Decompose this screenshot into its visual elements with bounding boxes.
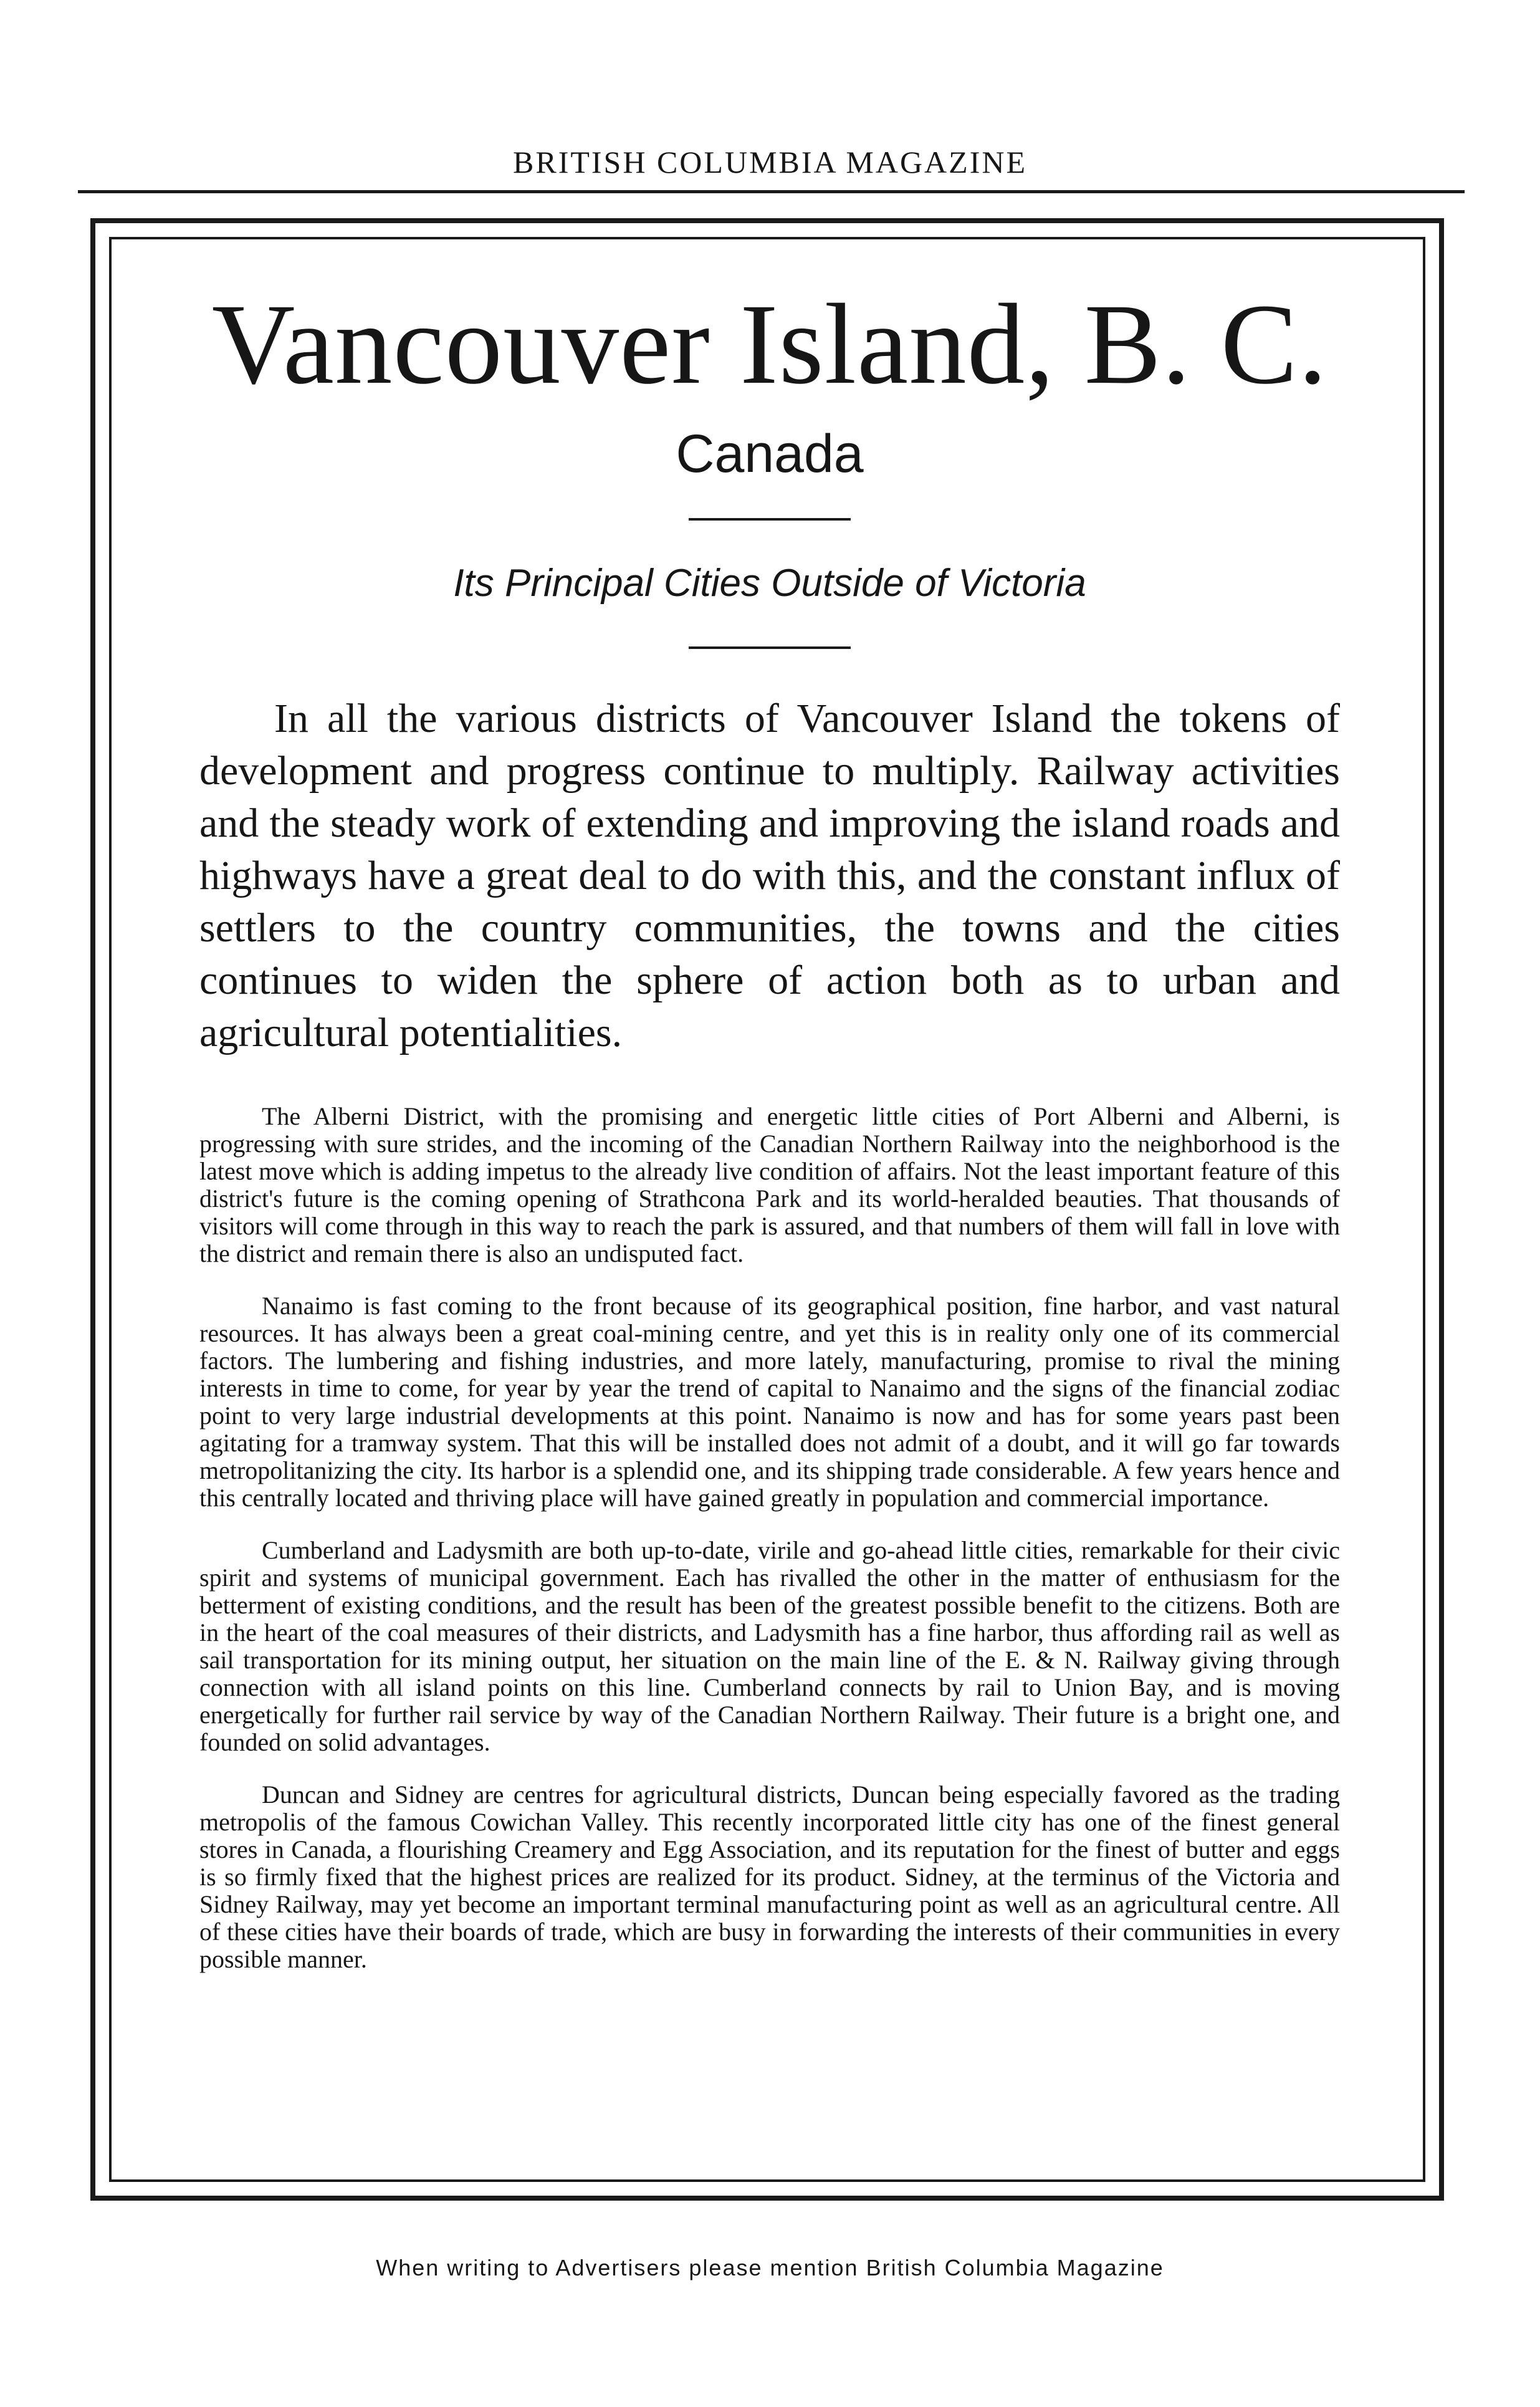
paragraph-duncan-sidney: Duncan and Sidney are centres for agricultural districts, Duncan being especially favored as the trading metropolis of the famous Cowichan Valley. This recently incorporated little city has one of the finest general stores in Canada, a flourishing Creamery and Egg Association, and its reputation for the finest of butter and eggs is so firmly fixed that the highest prices are realized for its product. Sidney, at the terminus of the Victoria and Sidney Railway, may yet become an important terminal manufacturing point as well as an agricultural centre. All of these cities have their boards of trade, which are busy in forwarding the interests of their communities in every possible manner.	[199, 1780, 1340, 1973]
paragraph-alberni: The Alberni District, with the promising and energetic little cities of Port Alberni and Alberni, is progressing with sure strides, and the incoming of the Canadian Northern Railway into the neighborhood is the latest move which is adding impetus to the already live condition of affairs. Not the least important feature of this district's future is the coming opening of Strathcona Park and its world-heralded beauties. That thousands of visitors will come through in this way to reach the park is assured, and that numbers of them will fall in love with the district and remain there is also an undisputed fact.	[199, 1102, 1340, 1267]
footer-note: When writing to Advertisers please mention British Columbia Magazine	[376, 2255, 1164, 2280]
running-head: BRITISH COLUMBIA MAGAZINE	[513, 145, 1027, 180]
header-rule	[78, 190, 1465, 193]
lead-paragraph: In all the various districts of Vancouver Island the tokens of development and progress continue to multiply. Railway activities and the steady work of extending and improving the island roads and highways have a great deal to do with this, and the constant influx of settlers to the country communities, the towns and the cities continues to widen the sphere of action both as to urban and agricultural potentialities.	[199, 696, 1340, 1055]
paragraph-cumberland-ladysmith: Cumberland and Ladysmith are both up-to-date, virile and go-ahead little cities, remarkable for their civic spirit and systems of municipal government. Each has rivalled the other in the matter of enthusiasm for the betterment of existing conditions, and the result has been of the greatest possible benefit to the citizens. Both are in the heart of the coal measures of their districts, and Ladysmith has a fine harbor, thus affording rail as well as sail transportation for its mining output, her situation on the main line of the E. & N. Railway giving through connection with all island points on this line. Cumberland connects by rail to Union Bay, and is moving energetically for further rail service by way of the Canadian Northern Railway. Their future is a bright one, and founded on solid advantages.	[199, 1536, 1340, 1756]
advert-tagline: Its Principal Cities Outside of Victoria	[453, 562, 1086, 605]
advert-content	[199, 274, 1340, 1973]
paragraph-nanaimo: Nanaimo is fast coming to the front because of its geographical position, fine harbor, and vast natural resources. It has always been a great coal-mining centre, and yet this is in reality only one of its commercial factors. The lumbering and fishing industries, and more lately, manufacturing, promise to rival the mining interests in time to come, for year by year the trend of capital to Nanaimo and the signs of the financial zodiac point to very large industrial developments at this point. Nanaimo is now and has for some years past been agitating for a tramway system. That this will be installed does not admit of a doubt, and it will go far towards metropolitanizing the city. Its harbor is a splendid one, and its shipping trade considerable. A few years hence and this centrally located and thriving place will have gained greatly in population and commercial importance.	[199, 1292, 1340, 1512]
advert-title: Vancouver Island, B. C.	[211, 281, 1328, 408]
advert-subtitle: Canada	[676, 424, 864, 484]
title-divider	[689, 518, 851, 521]
tagline-divider	[689, 646, 851, 649]
